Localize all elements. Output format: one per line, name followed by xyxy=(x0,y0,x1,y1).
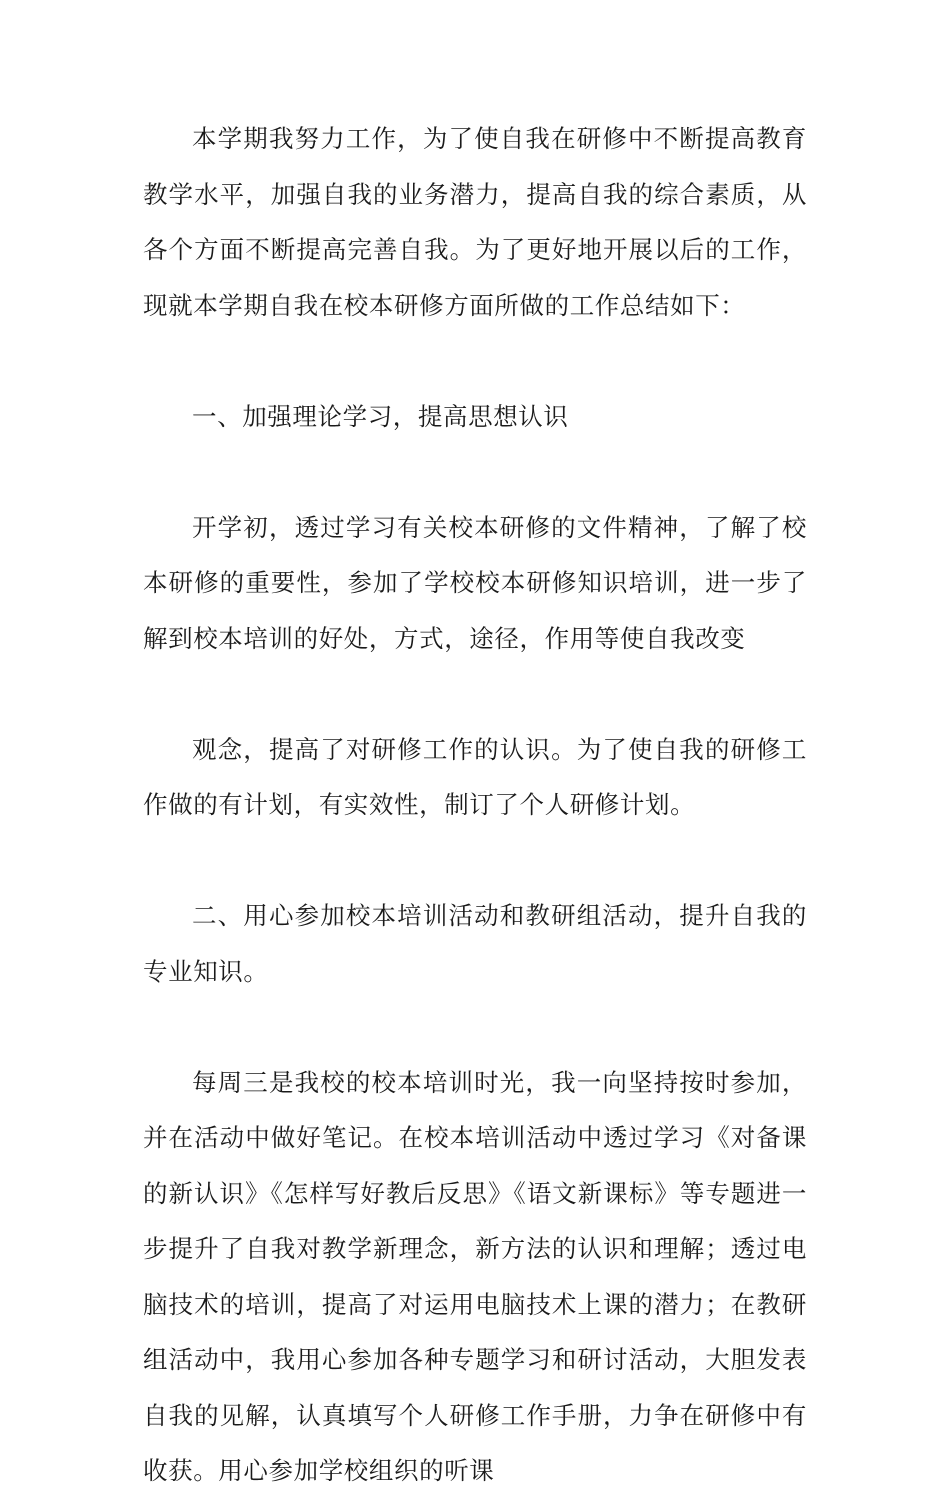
document-body xyxy=(143,111,807,1499)
section-heading-2: 二、用心参加校本培训活动和教研组活动，提升自我的专业知识。 xyxy=(143,901,807,986)
paragraph-intro: 本学期我努力工作，为了使自我在研修中不断提高教育教学水平，加强自我的业务潜力，提高自我的综合素质，从各个方面不断提高完善自我。为了更好地开展以后的工作，现就本学期自我在校本研修方面所做的工作总结如下： xyxy=(143,124,807,320)
paragraph-section-2: 每周三是我校的校本培训时光，我一向坚持按时参加，并在活动中做好笔记。在校本培训活动中透过学习《对备课的新认识》《怎样写好教后反思》《语文新课标》等专题进一步提升了自我对教学新理念，新方法的认识和理解；透过电脑技术的培训，提高了对运用电脑技术上课的潜力；在教研组活动中，我用心参加各种专题学习和研讨活动，大胆发表自我的见解，认真填写个人研修工作手册，力争在研修中有收获。用心参加学校组织的听课 xyxy=(143,1067,807,1485)
paragraph-section-1-b: 观念，提高了对研修工作的认识。为了使自我的研修工作做的有计划，有实效性，制订了个人研修计划。 xyxy=(143,734,807,819)
paragraph-section-1-a: 开学初，透过学习有关校本研修的文件精神，了解了校本研修的重要性，参加了学校校本研修知识培训，进一步了解到校本培训的好处，方式，途径，作用等使自我改变 xyxy=(143,512,807,653)
section-heading-1: 一、加强理论学习，提高思想认识 xyxy=(192,401,569,431)
